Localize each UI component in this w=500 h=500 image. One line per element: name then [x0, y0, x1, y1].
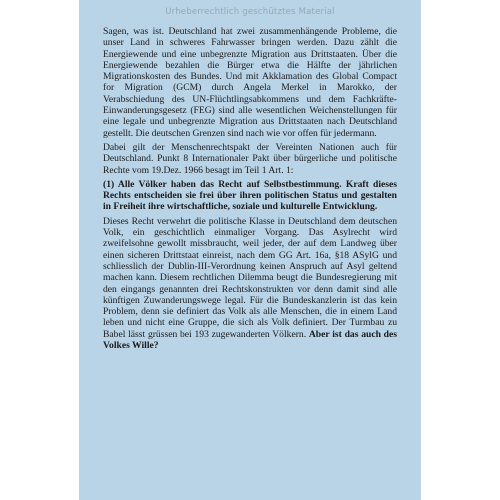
- paragraph-asylum: [103, 216, 397, 352]
- paragraph-un-pact: Dabei gilt der Menschenrechtspakt der Vereinten Nationen auch für Deutschland. Punkt 8 Internationaler Pakt über bürgerliche und politische Rechte vom 19.Dez. 1966 besagt im Teil 1 Art. 1:: [103, 141, 397, 176]
- paragraph-quote-article: (1) Alle Völker haben das Recht auf Selbstbestimmung. Kraft dieses Rechts entscheiden sie frei über ihren politischen Status und gestalten in Freiheit ihre wirtschaftliche, soziale und kulturelle Entwicklung.: [103, 178, 397, 213]
- paragraph-asylum-text: Dieses Recht verwehrt die politische Klasse in Deutschland dem deutschen Volk, ein geschichtlich einmaliger Vorgang. Das Asylrecht wird zweifelsohne gewollt missbraucht, weil jeder, der auf dem Landweg über einen sicheren Drittstaat einreist, nach dem GG Art. 16a, §18 ASylG und schliesslich der Dublin-III-Verordnung keinen Anspruch auf Asyl geltend machen kann. Diesem rechtlichen Dilemma beugt die Bundesregierung mit den eingangs genannten drei Rechtskonstrukten vor denn damit sind alle künftigen Zuwanderungswege legal. Für die Bundeskanzlerin ist das kein Problem, denn sie definiert das Volk als alle Menschen, die in einem Land leben und nicht eine Gruppe, die sich als Volk definiert. Der Turmbau zu Babel lässt grüssen bei 193 zugewanderten Völkern.: [103, 215, 397, 340]
- page-body: [103, 26, 397, 354]
- closing-question: Aber ist das auch des Volkes Wille?: [103, 328, 398, 352]
- book-page: [79, 0, 421, 500]
- copyright-watermark: Urheberrechtlich geschütztes Material: [165, 7, 335, 17]
- paragraph-intro: Sagen, was ist. Deutschland hat zwei zusammenhängende Probleme, die unser Land in schweres Fahrwasser bringen werden. Dazu zählt die Energiewende und eine unbegrenzte Migration aus Drittstaaten. Über die Energiewende bezahlen die Bürger etwa die Hälfte der jährlichen Migrationskosten des Bundes. Und mit Akklamation des Global Compact for Migration (GCM) durch Angela Merkel in Marokko, der Verabschiedung des UN-Flüchtlingsabkommens und dem Fachkräfte-Einwanderungsgesetz (FEG) sind alle wesentlichen Weichenstellungen für eine legale und unbegrenzte Migration aus Drittstaaten nach Deutschland gestellt. Die deutschen Grenzen sind nach wie vor offen für jedermann.: [103, 26, 397, 139]
